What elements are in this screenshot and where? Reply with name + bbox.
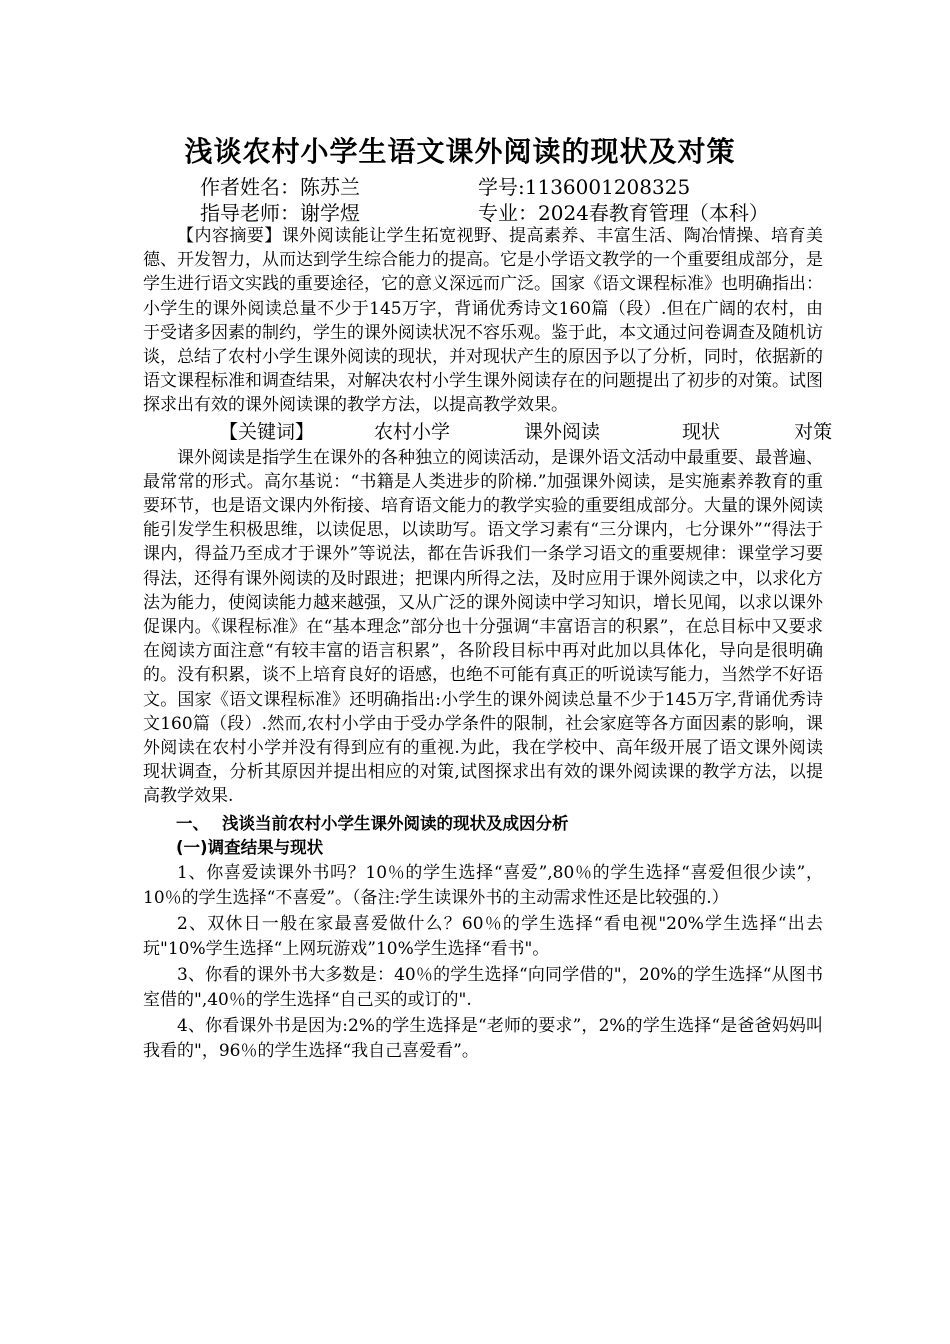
survey-item: 4、你看课外书是因为:2%的学生选择是“老师的要求”，2%的学生选择“是爸爸妈妈叫我看的"，96％的学生选择“我自己喜爱看”。: [143, 1015, 823, 1062]
author-label: 作者姓名：: [200, 175, 300, 199]
advisor-row: [200, 199, 769, 227]
section-title: 浅谈当前农村小学生课外阅读的现状及成因分析: [222, 813, 569, 833]
keyword: 对策: [794, 420, 833, 443]
major-group: [478, 199, 769, 227]
advisor-label: 指导老师：: [200, 201, 300, 225]
keyword: 课外阅读: [524, 420, 601, 443]
subsection-heading: (一)调查结果与现状: [176, 838, 324, 858]
document-body: [143, 224, 833, 1065]
major-label: 专业：: [478, 201, 538, 225]
survey-item: 2、双休日一般在家最喜爱做什么？60％的学生选择“看电视"20%学生选择“出去玩"10%学生选择“上网玩游戏”10%学生选择“看书"。: [143, 913, 823, 960]
section-number: 一、: [176, 813, 209, 833]
document-title: 浅谈农村小学生语文课外阅读的现状及对策: [184, 135, 736, 168]
student-id: 1136001208325: [524, 175, 691, 199]
section-heading: [143, 812, 823, 837]
major: 2024春教育管理（本科）: [538, 201, 769, 225]
keywords-line: [143, 418, 833, 446]
keyword: 农村小学: [374, 420, 451, 443]
student-id-label: 学号:: [478, 175, 525, 199]
keywords-label: 【关键词】: [219, 420, 315, 443]
keyword: 现状: [682, 420, 721, 443]
survey-item: 3、你看的课外书大多数是：40％的学生选择“向同学借的"，20%的学生选择“从图书室借的",40％的学生选择“自己买的或订的".: [143, 964, 823, 1011]
author-name: 陈苏兰: [300, 175, 360, 199]
student-id-group: [478, 173, 690, 201]
author-row: [200, 173, 691, 201]
advisor-name: 谢学煜: [300, 201, 360, 225]
survey-item: 1、你喜爱读课外书吗？10％的学生选择“喜爱”,80％的学生选择“喜爱但很少读”，10％的学生选择“不喜爱”。（备注:学生读课外书的主动需求性还是比较强的.）: [143, 862, 823, 909]
abstract-paragraph: 【内容摘要】课外阅读能让学生拓宽视野、提高素养、丰富生活、陶冶情操、培育美德、开发智力，从而达到学生综合能力的提高。它是小学语文教学的一个重要组成部分，是学生进行语文实践的重要途径，它的意义深远而广泛。国家《语文课程标准》也明确指出：小学生的课外阅读总量不少于145万字，背诵优秀诗文160篇（段）.但在广阔的农村，由于受诸多因素的制约，学生的课外阅读状况不容乐观。鉴于此，本文通过问卷调查及随机访谈，总结了农村小学生课外阅读的现状，并对现状产生的原因予以了分析，同时，依据新的语文课程标准和调查结果，对解决农村小学生课外阅读存在的问题提出了初步的对策。试图探求出有效的课外阅读课的教学方法，以提高教学效果。: [143, 226, 823, 416]
intro-paragraph: 课外阅读是指学生在课外的各种独立的阅读活动，是课外语文活动中最重要、最普遍、最常常的形式。高尔基说：“书籍是人类进步的阶梯.”加强课外阅读，是实施素养教育的重要环节，也是语文课内外衔接、培育语文能力的教学实验的重要组成部分。大量的课外阅读能引发学生积极思维，以读促思，以读助写。语文学习素有“三分课内，七分课外”“得法于课内，得益乃至成才于课外”等说法，都在告诉我们一条学习语文的重要规律：课堂学习要得法，还得有课外阅读的及时跟进；把课内所得之法，及时应用于课外阅读之中，以求化方法为能力，使阅读能力越来越强，又从广泛的课外阅读中学习知识，增长见闻，以求以课外促课内。《课程标准》在“基本理念”部分也十分强调“丰富语言的积累”，在总目标中又要求在阅读方面注意“有较丰富的语言积累”，各阶段目标中再对此加以具体化，导向是很明确的。没有积累，谈不上培育良好的语感，也绝不可能有真正的听说读写能力，当然学不好语文。国家《语文课程标准》还明确指出:小学生的课外阅读总量不少于145万字,背诵优秀诗文160篇（段）.然而,农村小学由于受办学条件的限制，社会家庭等各方面因素的影响，课外阅读在农村小学并没有得到应有的重视.为此，我在学校中、高年级开展了语文课外阅读现状调查，分析其原因并提出相应的对策,试图探求出有效的课外阅读课的教学方法，以提高教学效果.: [143, 447, 823, 807]
